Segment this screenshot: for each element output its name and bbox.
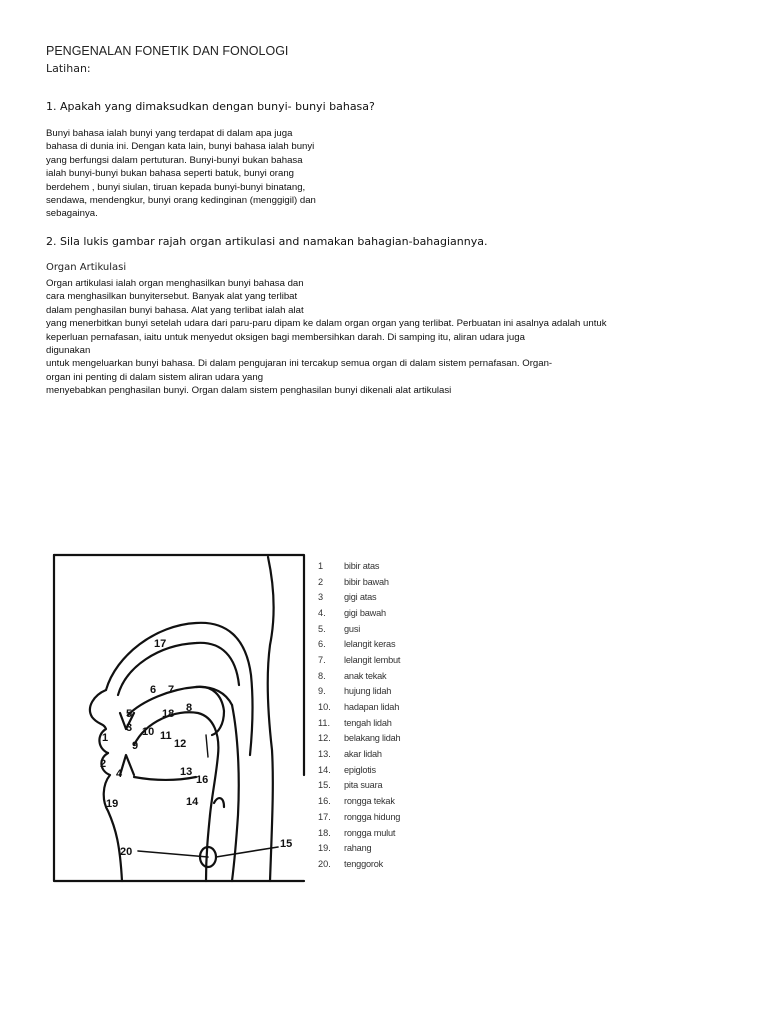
legend-item bbox=[318, 856, 400, 872]
answer-2-line: keperluan pernafasan, iaitu untuk menyedut oksigen bagi membersihkan darah. Di samping itu, aliran udara juga bbox=[46, 331, 525, 343]
figure-number-2: 2 bbox=[100, 758, 107, 770]
legend-label: belakang lidah bbox=[344, 733, 401, 744]
legend-label: hadapan lidah bbox=[344, 702, 400, 713]
legend-item bbox=[318, 605, 400, 621]
figure-number-18: 18 bbox=[162, 708, 175, 720]
legend-item bbox=[318, 684, 400, 700]
legend-number: 2 bbox=[318, 576, 324, 587]
legend-number: 11. bbox=[318, 717, 331, 728]
legend-label: gigi bawah bbox=[344, 607, 386, 618]
legend-label: rongga hidung bbox=[344, 811, 401, 822]
legend-number: 15. bbox=[318, 780, 331, 791]
legend-number: 18. bbox=[318, 827, 331, 838]
figure-number-9: 9 bbox=[132, 740, 139, 752]
figure-number-17: 17 bbox=[154, 638, 167, 650]
legend-item bbox=[318, 589, 400, 605]
figure-number-19: 19 bbox=[106, 798, 119, 810]
legend-number: 9. bbox=[318, 686, 326, 697]
legend-item bbox=[318, 762, 400, 778]
legend-number: 20. bbox=[318, 858, 331, 869]
legend-number: 5. bbox=[318, 623, 326, 634]
figure-number-6: 6 bbox=[150, 684, 157, 696]
answer-1-line: sebagainya. bbox=[46, 208, 98, 220]
answer-2-line: yang menerbitkan bunyi setelah udara dari paru-paru dipam ke dalam organ organ yang terlibat. Perbuatan ini asalnya adalah untuk bbox=[46, 318, 607, 330]
legend-item bbox=[318, 731, 400, 747]
figure-number-4: 4 bbox=[116, 768, 123, 780]
legend-label: rongga tekak bbox=[344, 796, 395, 807]
legend-label: bibir bawah bbox=[344, 576, 389, 587]
answer-1-line: berdehem , bunyi siulan, tiruan kepada bunyi-bunyi binatang, bbox=[46, 181, 306, 193]
document-subtitle: Latihan: bbox=[46, 62, 91, 75]
answer-1-line: Bunyi bahasa ialah bunyi yang terdapat di dalam apa juga bbox=[46, 128, 293, 139]
section-heading: Organ Artikulasi bbox=[46, 262, 127, 273]
legend-item bbox=[318, 778, 400, 794]
legend-item bbox=[318, 746, 400, 762]
figure-number-20: 20 bbox=[120, 846, 133, 858]
legend-label: lelangit keras bbox=[344, 639, 396, 650]
legend-number: 14. bbox=[318, 764, 331, 775]
answer-1-line: ialah bunyi-bunyi bukan bahasa seperti batuk, bunyi orang bbox=[46, 168, 295, 180]
legend-label: gigi atas bbox=[344, 592, 377, 603]
legend-label: anak tekak bbox=[344, 670, 387, 681]
legend-label: epiglotis bbox=[344, 764, 376, 775]
legend-number: 4. bbox=[318, 607, 326, 618]
figure-number-12: 12 bbox=[174, 738, 187, 750]
legend-number: 6. bbox=[318, 639, 326, 650]
figure-number-13: 13 bbox=[180, 766, 193, 778]
legend-item bbox=[318, 809, 400, 825]
figure-number-15: 15 bbox=[280, 838, 293, 850]
answer-1-line: bahasa di dunia ini. Dengan kata lain, bunyi bahasa ialah bunyi bbox=[46, 141, 315, 153]
answer-2-line: Organ artikulasi ialah organ menghasilkan bunyi bahasa dan bbox=[46, 278, 304, 289]
legend-label: lelangit lembut bbox=[344, 654, 401, 665]
legend-item bbox=[318, 652, 400, 668]
legend-number: 1 bbox=[318, 560, 324, 571]
answer-2-line: dalam penghasilan bunyi bahasa. Alat yang terlibat ialah alat bbox=[46, 304, 304, 316]
legend-item bbox=[318, 793, 400, 809]
legend-label: hujung lidah bbox=[344, 686, 392, 697]
legend-item bbox=[318, 621, 400, 637]
legend-item bbox=[318, 840, 400, 856]
answer-2-line: organ ini penting di dalam sistem aliran udara yang bbox=[46, 371, 264, 383]
legend-label: bibir atas bbox=[344, 560, 380, 571]
figure-number-7: 7 bbox=[168, 684, 175, 696]
figure-number-14: 14 bbox=[186, 796, 199, 808]
figure-number-11: 11 bbox=[160, 730, 172, 742]
legend-number: 3 bbox=[318, 592, 324, 603]
figure-number-16: 16 bbox=[196, 774, 209, 786]
legend-number: 13. bbox=[318, 749, 331, 760]
legend-item bbox=[318, 636, 400, 652]
answer-1-line: yang berfungsi dalam pertuturan. Bunyi-bunyi bukan bahasa bbox=[46, 154, 303, 166]
legend-item bbox=[318, 715, 400, 731]
answer-2-line: untuk mengeluarkan bunyi bahasa. Di dalam pengujaran ini tercakup semua organ di dalam sistem pernafasan. Organ- bbox=[46, 358, 553, 370]
legend-label: pita suara bbox=[344, 780, 383, 791]
legend-number: 16. bbox=[318, 796, 331, 807]
legend-label: tengah lidah bbox=[344, 717, 392, 728]
articulation-organs-diagram bbox=[46, 545, 310, 887]
question-1: 1. Apakah yang dimaksudkan dengan bunyi- bunyi bahasa? bbox=[46, 100, 375, 113]
legend-item bbox=[318, 668, 400, 684]
document-title: PENGENALAN FONETIK DAN FONOLOGI bbox=[46, 44, 289, 58]
legend-label: akar lidah bbox=[344, 749, 382, 760]
legend-number: 8. bbox=[318, 670, 326, 681]
legend-item bbox=[318, 699, 400, 715]
figure-number-10: 10 bbox=[142, 726, 155, 738]
answer-2-line: menyebabkan penghasilan bunyi. Organ dalam sistem penghasilan bunyi dikenali alat artikulasi bbox=[46, 385, 452, 397]
legend-number: 10. bbox=[318, 702, 331, 713]
figure-number-8: 8 bbox=[186, 702, 193, 714]
answer-1-line: sendawa, mendengkur, bunyi orang kedinginan (menggigil) dan bbox=[46, 195, 316, 207]
legend-label: tenggorok bbox=[344, 858, 384, 869]
legend-item bbox=[318, 825, 400, 841]
answer-1-paragraph bbox=[46, 127, 316, 221]
legend-item bbox=[318, 558, 400, 574]
legend-number: 7. bbox=[318, 654, 326, 665]
diagram-legend bbox=[318, 558, 400, 872]
answer-2-line: cara menghasilkan bunyitersebut. Banyak alat yang terlibat bbox=[46, 291, 298, 303]
legend-label: gusi bbox=[344, 623, 361, 634]
answer-2-line: digunakan bbox=[46, 345, 91, 357]
figure-number-5: 5 bbox=[126, 708, 133, 720]
figure-number-3: 3 bbox=[126, 722, 133, 734]
legend-item bbox=[318, 574, 400, 590]
answer-2-paragraph bbox=[46, 277, 607, 398]
legend-label: rahang bbox=[344, 843, 372, 854]
legend-number: 17. bbox=[318, 811, 331, 822]
legend-number: 19. bbox=[318, 843, 331, 854]
legend-number: 12. bbox=[318, 733, 331, 744]
question-2: 2. Sila lukis gambar rajah organ artikulasi and namakan bahagian-bahagiannya. bbox=[46, 235, 488, 248]
figure-number-1: 1 bbox=[102, 732, 109, 744]
legend-label: rongga mulut bbox=[344, 827, 396, 838]
